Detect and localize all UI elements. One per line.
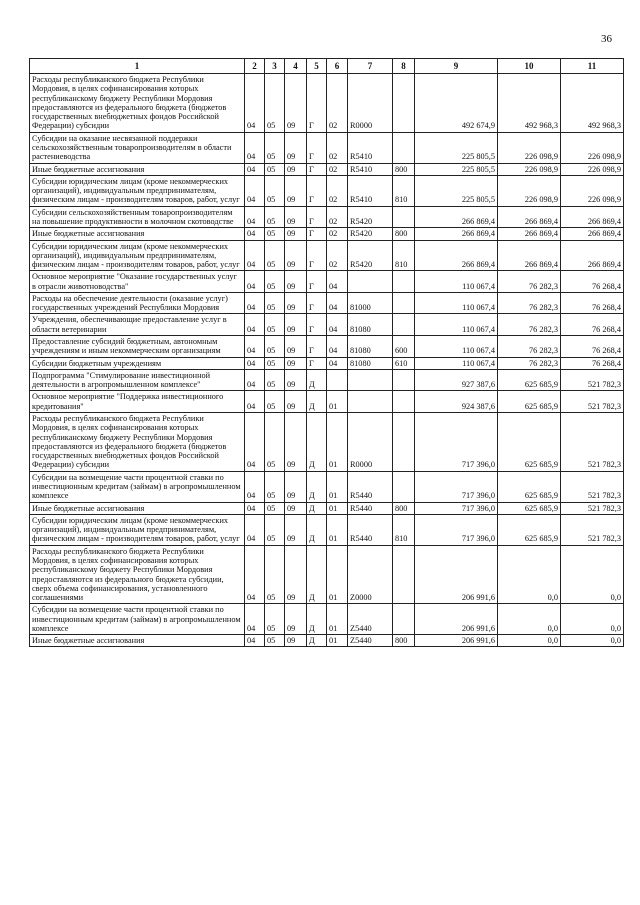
expense-code-cell: R5420 [348,240,393,271]
expense-type-cell: 800 [393,635,415,647]
section-code-cell: 04 [245,74,265,133]
expense-code-cell: Z5440 [348,604,393,635]
program-code-cell: 09 [285,271,307,293]
subprogram-code-cell: Д [307,545,327,604]
activity-code-cell: 01 [327,604,348,635]
activity-code-cell: 02 [327,206,348,228]
expense-type-cell [393,391,415,413]
header-cell: 4 [285,59,307,74]
row-name-cell: Расходы республиканского бюджета Республики Мордовия, в целях софинансирования которых республиканскому бюджету Республики Мордовия предоставляются из федерального бюджета (бюджетов государственных внебюджетных фондов Российской Федерации) субсидии [30,74,245,133]
subprogram-code-cell: Д [307,471,327,502]
subprogram-code-cell: Д [307,369,327,391]
program-code-cell: 09 [285,471,307,502]
table-row [30,545,624,604]
row-name-cell: Субсидии юридическим лицам (кроме некоммерческих организаций), индивидуальным предпринимателям, физическим лицам - производителям товаров, работ, услуг [30,240,245,271]
activity-code-cell: 02 [327,74,348,133]
expense-code-cell: R5410 [348,175,393,206]
section-code-cell: 04 [245,369,265,391]
program-code-cell: 09 [285,514,307,545]
amount-year2-cell: 266 869,4 [498,228,561,240]
amount-year1-cell: 266 869,4 [415,206,498,228]
expense-type-cell [393,413,415,472]
row-name-cell: Субсидии на возмещение части процентной ставки по инвестиционным кредитам (займам) в агропромышленном комплексе [30,471,245,502]
subsection-code-cell: 05 [265,292,285,314]
section-code-cell: 04 [245,175,265,206]
amount-year3-cell: 226 098,9 [561,132,624,163]
program-code-cell: 09 [285,604,307,635]
section-code-cell: 04 [245,635,265,647]
subprogram-code-cell: Д [307,514,327,545]
subsection-code-cell: 05 [265,413,285,472]
amount-year1-cell: 110 067,4 [415,271,498,293]
table-row [30,336,624,358]
table-row [30,357,624,369]
expense-type-cell [393,132,415,163]
subprogram-code-cell: Д [307,413,327,472]
expense-type-cell [393,271,415,293]
table-row [30,514,624,545]
amount-year3-cell: 0,0 [561,545,624,604]
amount-year1-cell: 225 805,5 [415,175,498,206]
amount-year3-cell: 76 268,4 [561,292,624,314]
subprogram-code-cell: Г [307,314,327,336]
row-name-cell: Субсидии бюджетным учреждениям [30,357,245,369]
subsection-code-cell: 05 [265,604,285,635]
section-code-cell: 04 [245,514,265,545]
subsection-code-cell: 05 [265,271,285,293]
subsection-code-cell: 05 [265,175,285,206]
amount-year1-cell: 717 396,0 [415,514,498,545]
table-row [30,175,624,206]
subsection-code-cell: 05 [265,391,285,413]
amount-year3-cell: 266 869,4 [561,206,624,228]
expense-code-cell: R5410 [348,163,393,175]
amount-year2-cell: 625 685,9 [498,471,561,502]
row-name-cell: Иные бюджетные ассигнования [30,635,245,647]
subprogram-code-cell: Г [307,132,327,163]
section-code-cell: 04 [245,336,265,358]
row-name-cell: Расходы республиканского бюджета Республики Мордовия, в целях софинансирования которых республиканскому бюджету Республики Мордовия предоставляются из федерального бюджета субсидии, сверх объема софинансирования, установленного соглашениями [30,545,245,604]
header-cell: 8 [393,59,415,74]
amount-year1-cell: 717 396,0 [415,413,498,472]
header-cell: 10 [498,59,561,74]
row-name-cell: Основное мероприятие "Поддержка инвестиционного кредитования" [30,391,245,413]
amount-year3-cell: 521 782,3 [561,514,624,545]
amount-year2-cell: 266 869,4 [498,240,561,271]
subsection-code-cell: 05 [265,635,285,647]
section-code-cell: 04 [245,292,265,314]
activity-code-cell: 01 [327,391,348,413]
program-code-cell: 09 [285,175,307,206]
subsection-code-cell: 05 [265,369,285,391]
activity-code-cell: 02 [327,163,348,175]
expense-type-cell [393,292,415,314]
program-code-cell: 09 [285,336,307,358]
activity-code-cell: 01 [327,471,348,502]
expense-code-cell [348,369,393,391]
expense-code-cell: R5410 [348,132,393,163]
amount-year3-cell: 0,0 [561,604,624,635]
table-row [30,391,624,413]
expense-type-cell [393,74,415,133]
section-code-cell: 04 [245,132,265,163]
amount-year3-cell: 76 268,4 [561,314,624,336]
amount-year3-cell: 226 098,9 [561,175,624,206]
program-code-cell: 09 [285,240,307,271]
amount-year3-cell: 0,0 [561,635,624,647]
subsection-code-cell: 05 [265,514,285,545]
amount-year3-cell: 521 782,3 [561,413,624,472]
amount-year3-cell: 76 268,4 [561,271,624,293]
program-code-cell: 09 [285,357,307,369]
program-code-cell: 09 [285,545,307,604]
program-code-cell: 09 [285,74,307,133]
amount-year1-cell: 266 869,4 [415,228,498,240]
program-code-cell: 09 [285,635,307,647]
subsection-code-cell: 05 [265,74,285,133]
activity-code-cell: 01 [327,545,348,604]
section-code-cell: 04 [245,271,265,293]
row-name-cell: Субсидии на оказание несвязанной поддержки сельскохозяйственным товаропроизводителям в области растениеводства [30,132,245,163]
amount-year2-cell: 76 282,3 [498,357,561,369]
subprogram-code-cell: Г [307,357,327,369]
table-row [30,132,624,163]
expense-code-cell: R5440 [348,471,393,502]
activity-code-cell: 04 [327,336,348,358]
amount-year3-cell: 226 098,9 [561,163,624,175]
row-name-cell: Субсидии юридическим лицам (кроме некоммерческих организаций), индивидуальным предпринимателям, физическим лицам - производителям товаров, работ, услуг [30,175,245,206]
subprogram-code-cell: Г [307,175,327,206]
program-code-cell: 09 [285,163,307,175]
amount-year3-cell: 76 268,4 [561,357,624,369]
section-code-cell: 04 [245,413,265,472]
header-cell: 11 [561,59,624,74]
amount-year2-cell: 0,0 [498,545,561,604]
expense-code-cell: 81000 [348,292,393,314]
subprogram-code-cell: Д [307,502,327,514]
expense-code-cell: R0000 [348,413,393,472]
amount-year2-cell: 76 282,3 [498,336,561,358]
subprogram-code-cell: Д [307,635,327,647]
amount-year3-cell: 266 869,4 [561,228,624,240]
expense-code-cell: R5420 [348,206,393,228]
amount-year1-cell: 110 067,4 [415,314,498,336]
subprogram-code-cell: Г [307,206,327,228]
expense-type-cell [393,206,415,228]
activity-code-cell: 04 [327,357,348,369]
table-row [30,228,624,240]
header-cell: 5 [307,59,327,74]
amount-year2-cell: 492 968,3 [498,74,561,133]
expense-code-cell: Z5440 [348,635,393,647]
row-name-cell: Субсидии на возмещение части процентной ставки по инвестиционным кредитам (займам) в агропромышленном комплексе [30,604,245,635]
header-cell: 2 [245,59,265,74]
table-row [30,604,624,635]
amount-year1-cell: 110 067,4 [415,336,498,358]
expense-type-cell: 810 [393,175,415,206]
program-code-cell: 09 [285,228,307,240]
expense-code-cell [348,391,393,413]
activity-code-cell: 04 [327,292,348,314]
amount-year1-cell: 206 991,6 [415,545,498,604]
header-row [30,59,624,74]
table-row [30,502,624,514]
table-row [30,271,624,293]
subsection-code-cell: 05 [265,228,285,240]
subsection-code-cell: 05 [265,240,285,271]
amount-year1-cell: 225 805,5 [415,163,498,175]
expense-code-cell: R5440 [348,514,393,545]
section-code-cell: 04 [245,163,265,175]
amount-year1-cell: 110 067,4 [415,292,498,314]
table-row [30,206,624,228]
amount-year1-cell: 225 805,5 [415,132,498,163]
header-cell: 9 [415,59,498,74]
activity-code-cell: 02 [327,240,348,271]
row-name-cell: Подпрограмма "Стимулирование инвестиционной деятельности в агропромышленном комплексе" [30,369,245,391]
amount-year2-cell: 76 282,3 [498,314,561,336]
subsection-code-cell: 05 [265,502,285,514]
activity-code-cell: 04 [327,314,348,336]
expense-type-cell [393,369,415,391]
section-code-cell: 04 [245,240,265,271]
section-code-cell: 04 [245,391,265,413]
activity-code-cell: 02 [327,228,348,240]
amount-year2-cell: 625 685,9 [498,502,561,514]
amount-year2-cell: 226 098,9 [498,175,561,206]
table-row [30,314,624,336]
section-code-cell: 04 [245,314,265,336]
amount-year3-cell: 521 782,3 [561,471,624,502]
section-code-cell: 04 [245,604,265,635]
program-code-cell: 09 [285,292,307,314]
activity-code-cell: 01 [327,413,348,472]
amount-year3-cell: 266 869,4 [561,240,624,271]
subsection-code-cell: 05 [265,471,285,502]
section-code-cell: 04 [245,502,265,514]
row-name-cell: Субсидии юридическим лицам (кроме некоммерческих организаций), индивидуальным предпринимателям, физическим лицам - производителям товаров, работ, услуг [30,514,245,545]
expense-type-cell: 810 [393,514,415,545]
table-row [30,471,624,502]
expense-code-cell: R0000 [348,74,393,133]
subprogram-code-cell: Д [307,604,327,635]
table-row [30,292,624,314]
program-code-cell: 09 [285,314,307,336]
row-name-cell: Расходы республиканского бюджета Республики Мордовия, в целях софинансирования которых республиканскому бюджету Республики Мордовия предоставляются из федерального бюджета (бюджетов государственных внебюджетных фондов Российской Федерации) субсидии [30,413,245,472]
section-code-cell: 04 [245,206,265,228]
expense-code-cell: R5420 [348,228,393,240]
section-code-cell: 04 [245,357,265,369]
amount-year2-cell: 625 685,9 [498,369,561,391]
program-code-cell: 09 [285,391,307,413]
subprogram-code-cell: Г [307,240,327,271]
amount-year2-cell: 76 282,3 [498,292,561,314]
expense-type-cell: 800 [393,228,415,240]
activity-code-cell: 04 [327,271,348,293]
subprogram-code-cell: Г [307,74,327,133]
expense-code-cell: 81080 [348,336,393,358]
section-code-cell: 04 [245,545,265,604]
program-code-cell: 09 [285,206,307,228]
row-name-cell: Субсидии сельскохозяйственным товаропроизводителям на повышение продуктивности в молочном скотоводстве [30,206,245,228]
program-code-cell: 09 [285,413,307,472]
amount-year3-cell: 521 782,3 [561,502,624,514]
expense-type-cell: 600 [393,336,415,358]
table-row [30,240,624,271]
amount-year1-cell: 206 991,6 [415,635,498,647]
expense-type-cell: 810 [393,240,415,271]
amount-year1-cell: 492 674,9 [415,74,498,133]
section-code-cell: 04 [245,471,265,502]
amount-year1-cell: 266 869,4 [415,240,498,271]
expense-code-cell [348,271,393,293]
amount-year2-cell: 0,0 [498,604,561,635]
row-name-cell: Предоставление субсидий бюджетным, автономным учреждениям и иным некоммерческим организациям [30,336,245,358]
subsection-code-cell: 05 [265,336,285,358]
subsection-code-cell: 05 [265,163,285,175]
amount-year3-cell: 521 782,3 [561,369,624,391]
expense-code-cell: Z0000 [348,545,393,604]
row-name-cell: Расходы на обеспечение деятельности (оказание услуг) государственных учреждений Республики Мордовия [30,292,245,314]
subsection-code-cell: 05 [265,132,285,163]
amount-year3-cell: 76 268,4 [561,336,624,358]
amount-year2-cell: 226 098,9 [498,132,561,163]
amount-year2-cell: 625 685,9 [498,514,561,545]
table-row [30,635,624,647]
row-name-cell: Иные бюджетные ассигнования [30,163,245,175]
row-name-cell: Иные бюджетные ассигнования [30,228,245,240]
activity-code-cell [327,369,348,391]
expense-type-cell [393,314,415,336]
amount-year1-cell: 927 387,6 [415,369,498,391]
amount-year2-cell: 76 282,3 [498,271,561,293]
table-row [30,163,624,175]
subsection-code-cell: 05 [265,206,285,228]
section-code-cell: 04 [245,228,265,240]
activity-code-cell: 02 [327,132,348,163]
row-name-cell: Основное мероприятие "Оказание государственных услуг в отрасли животноводства" [30,271,245,293]
program-code-cell: 09 [285,502,307,514]
amount-year3-cell: 492 968,3 [561,74,624,133]
activity-code-cell: 01 [327,502,348,514]
header-cell: 6 [327,59,348,74]
subprogram-code-cell: Г [307,228,327,240]
header-cell: 1 [30,59,245,74]
amount-year1-cell: 924 387,6 [415,391,498,413]
table-row [30,369,624,391]
expense-code-cell: 81080 [348,314,393,336]
expense-code-cell: R5440 [348,502,393,514]
amount-year1-cell: 717 396,0 [415,471,498,502]
activity-code-cell: 01 [327,514,348,545]
expense-type-cell: 610 [393,357,415,369]
row-name-cell: Учреждения, обеспечивающие предоставление услуг в области ветеринарии [30,314,245,336]
amount-year2-cell: 0,0 [498,635,561,647]
amount-year1-cell: 110 067,4 [415,357,498,369]
subprogram-code-cell: Г [307,163,327,175]
budget-table [29,58,624,647]
expense-type-cell: 800 [393,163,415,175]
amount-year1-cell: 717 396,0 [415,502,498,514]
header-cell: 7 [348,59,393,74]
amount-year2-cell: 625 685,9 [498,413,561,472]
activity-code-cell: 02 [327,175,348,206]
amount-year2-cell: 226 098,9 [498,163,561,175]
subsection-code-cell: 05 [265,357,285,369]
subprogram-code-cell: Г [307,336,327,358]
table-row [30,74,624,133]
header-cell: 3 [265,59,285,74]
subprogram-code-cell: Г [307,271,327,293]
amount-year1-cell: 206 991,6 [415,604,498,635]
amount-year2-cell: 266 869,4 [498,206,561,228]
row-name-cell: Иные бюджетные ассигнования [30,502,245,514]
table-row [30,413,624,472]
activity-code-cell: 01 [327,635,348,647]
subsection-code-cell: 05 [265,314,285,336]
expense-code-cell: 81080 [348,357,393,369]
program-code-cell: 09 [285,132,307,163]
expense-type-cell [393,604,415,635]
subsection-code-cell: 05 [265,545,285,604]
expense-type-cell [393,545,415,604]
expense-type-cell [393,471,415,502]
page-number: 36 [601,33,612,45]
subprogram-code-cell: Д [307,391,327,413]
program-code-cell: 09 [285,369,307,391]
amount-year3-cell: 521 782,3 [561,391,624,413]
amount-year2-cell: 625 685,9 [498,391,561,413]
subprogram-code-cell: Г [307,292,327,314]
expense-type-cell: 800 [393,502,415,514]
